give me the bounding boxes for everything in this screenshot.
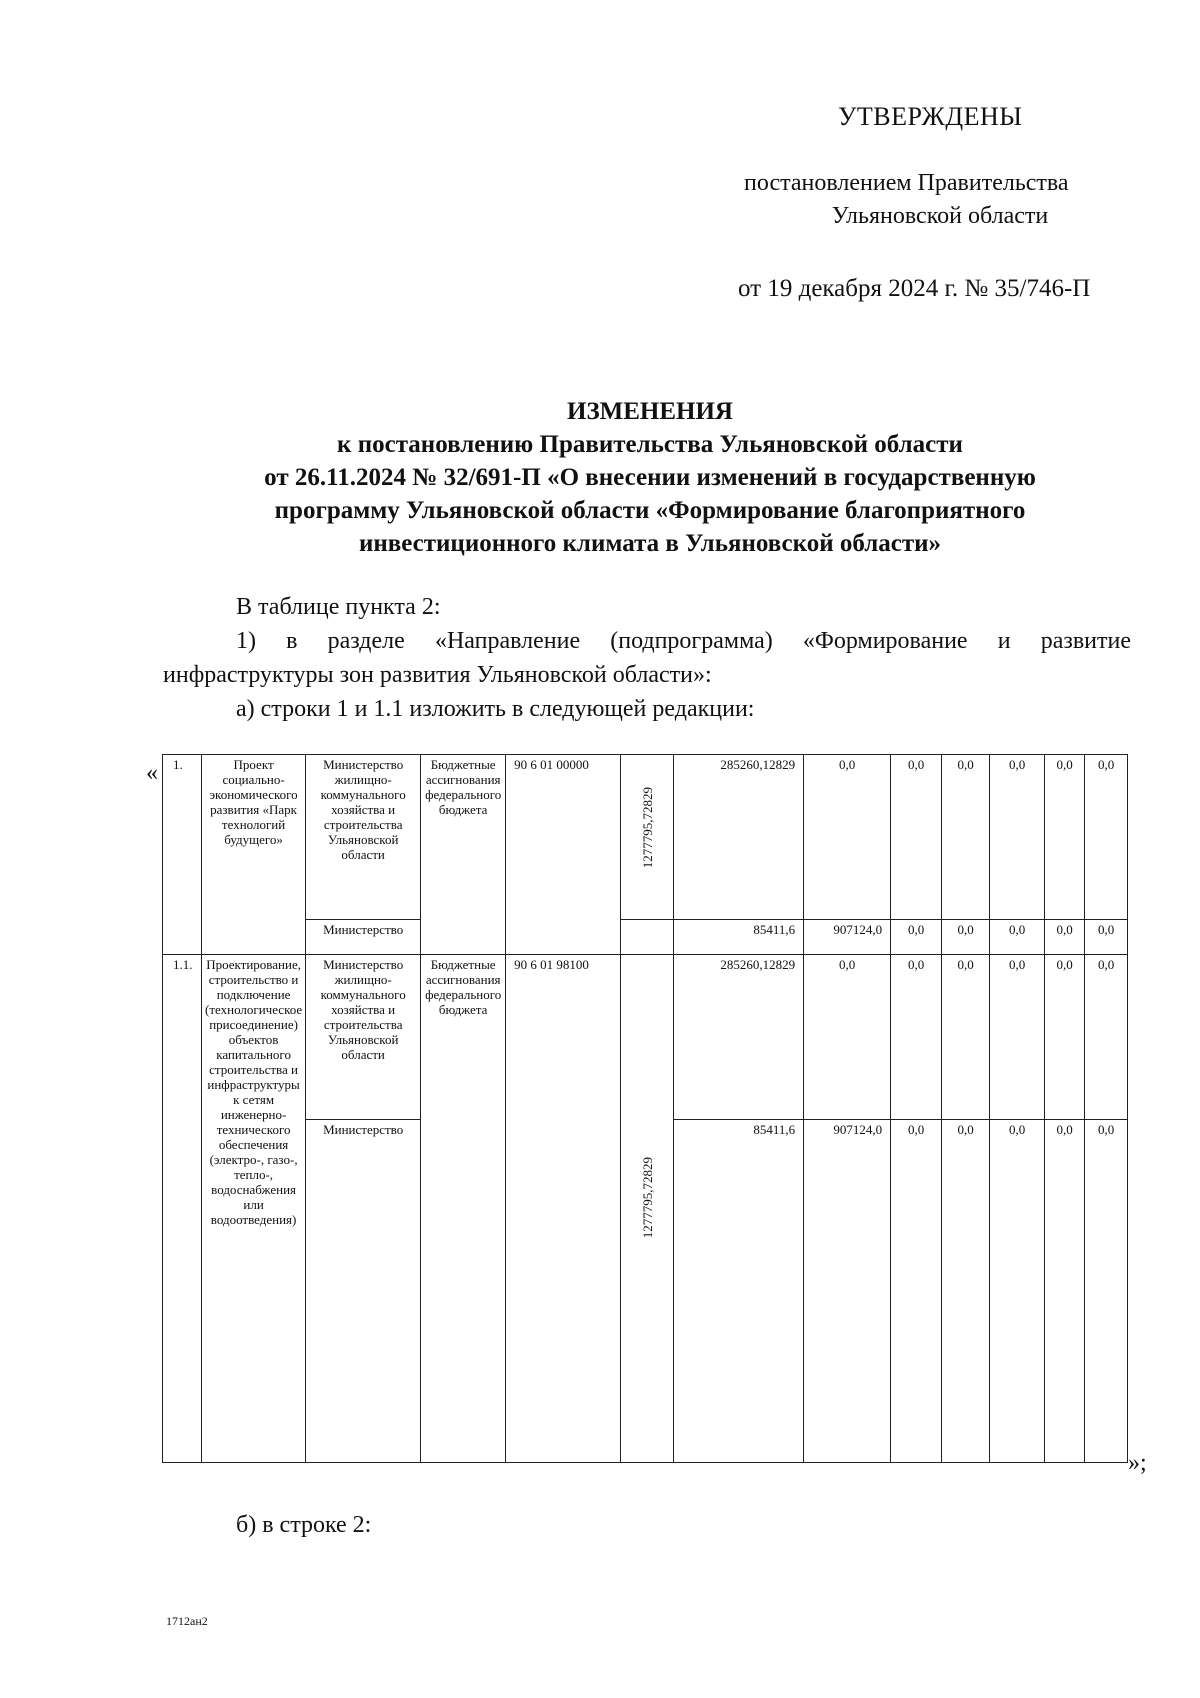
document-title: [150, 395, 1150, 560]
title-line-4: программу Ульяновской области «Формирование благоприятного: [274, 497, 1026, 524]
title-line-3: от 26.11.2024 № 32/691-П «О внесении изменений в государственную: [264, 464, 1036, 491]
close-quote: »;: [1128, 1450, 1147, 1476]
value-cell: 0,0: [942, 755, 990, 920]
value-cell: 0,0: [891, 755, 942, 920]
value-cell: 0,0: [1045, 1120, 1085, 1463]
value-cell: 0,0: [891, 920, 942, 955]
value-cell: 907124,0: [804, 1120, 891, 1463]
value-cell: 907124,0: [804, 920, 891, 955]
changes-table: [162, 754, 1128, 1463]
title-line-5: инвестиционного климата в Ульяновской области»: [358, 530, 942, 557]
title-line-2: к постановлению Правительства Ульяновской области: [337, 431, 963, 458]
value-cell: 85411,6: [674, 1120, 804, 1463]
value-cell: 0,0: [1085, 920, 1128, 955]
value-cell: 0,0: [990, 955, 1045, 1120]
value-cell: 0,0: [1085, 955, 1128, 1120]
value-cell: 0,0: [1045, 755, 1085, 920]
approved-by-line: постановлением Правительства: [744, 170, 1069, 196]
row-total-cell: [621, 955, 674, 1463]
paragraph-section-line-1: 1) в разделе «Направление (подпрограмма) «Формирование и развитие: [236, 628, 1131, 654]
open-quote: «: [146, 760, 158, 786]
value-cell: 0,0: [942, 955, 990, 1120]
paragraph-rows-instruction: а) строки 1 и 1.1 изложить в следующей редакции:: [236, 696, 755, 722]
value-cell: 0,0: [942, 1120, 990, 1463]
footer-code: 1712ан2: [166, 1614, 208, 1628]
row-code: 90 6 01 98100: [506, 955, 621, 1463]
row-name: Проектирование, строительство и подключение (технологическое присоединение) объектов капитального строительства и инфраструктуры к сетям инженерно-технического обеспечения (электро-, газо-, тепло-, водоснабжения или водоотведения): [202, 955, 306, 1463]
value-cell: 0,0: [942, 920, 990, 955]
value-cell: 0,0: [1045, 955, 1085, 1120]
paragraph-table-item: В таблице пункта 2:: [236, 594, 441, 620]
value-cell: 0,0: [990, 920, 1045, 955]
row-executor-2: Министерство: [306, 1120, 421, 1463]
row-total: 1277795,72829: [639, 787, 655, 869]
value-cell: 0,0: [891, 955, 942, 1120]
row-total-empty: [621, 920, 674, 955]
row-executor-2: Министерство: [306, 920, 421, 955]
paragraph-section-line-2: инфраструктуры зон развития Ульяновской области»:: [163, 662, 712, 688]
table-row: [163, 920, 1128, 955]
value-cell: 285260,12829: [674, 955, 804, 1120]
row-number: 1.1.: [163, 955, 202, 1463]
row-executor: Министерство жилищно-коммунального хозяйства и строительства Ульяновской области: [306, 755, 421, 920]
row-name: Проект социально-экономического развития «Парк технологий будущего»: [202, 755, 306, 955]
value-cell: 285260,12829: [674, 755, 804, 920]
value-cell: 0,0: [1085, 1120, 1128, 1463]
title-line-1: ИЗМЕНЕНИЯ: [567, 398, 733, 425]
approved-region-line: Ульяновской области: [831, 203, 1049, 229]
value-cell: 0,0: [1045, 920, 1085, 955]
row-total: 1277795,72829: [639, 1157, 655, 1239]
table-row: [163, 955, 1128, 1120]
row-source: Бюджетные ассигнования федерального бюджета: [421, 755, 506, 955]
approved-heading: УТВЕРЖДЕНЫ: [838, 102, 1023, 131]
paragraph-section: [163, 624, 1131, 692]
row-number: 1.: [163, 755, 202, 955]
value-cell: 85411,6: [674, 920, 804, 955]
row-total-cell: [621, 755, 674, 920]
row-code: 90 6 01 00000: [506, 755, 621, 955]
row-source: Бюджетные ассигнования федерального бюджета: [421, 955, 506, 1463]
row-executor: Министерство жилищно-коммунального хозяйства и строительства Ульяновской области: [306, 955, 421, 1120]
value-cell: 0,0: [804, 755, 891, 920]
value-cell: 0,0: [990, 1120, 1045, 1463]
table-row: [163, 755, 1128, 920]
paragraph-row-2: б) в строке 2:: [236, 1512, 372, 1538]
value-cell: 0,0: [804, 955, 891, 1120]
value-cell: 0,0: [891, 1120, 942, 1463]
value-cell: 0,0: [1085, 755, 1128, 920]
value-cell: 0,0: [990, 755, 1045, 920]
approved-date-line: от 19 декабря 2024 г. № 35/746-П: [738, 275, 1091, 302]
